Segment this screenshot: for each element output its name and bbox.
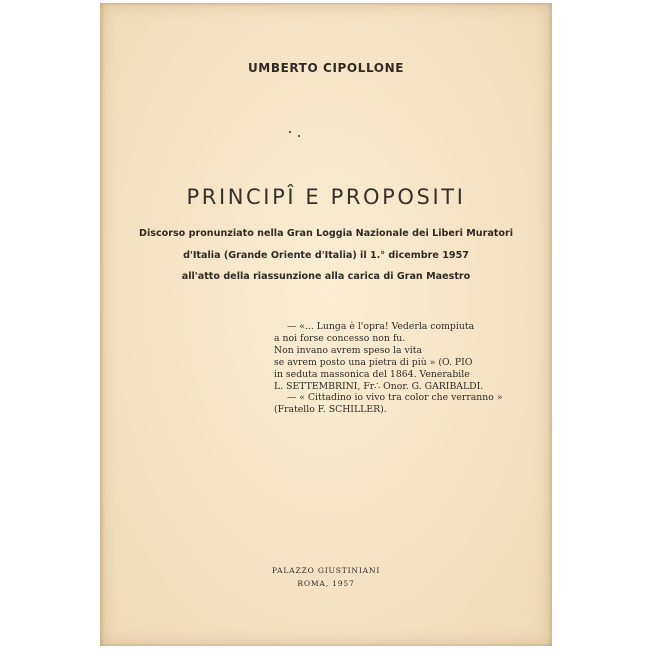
document-title: PRINCIPÎ E PROPOSITI	[186, 185, 466, 209]
epigraph-quote	[274, 321, 534, 416]
subtitle-line-3: all'atto della riassunzione alla carica di Gran Maestro	[181, 271, 471, 282]
paper-speck	[298, 135, 300, 137]
subtitle-line-1: Discorso pronunziato nella Gran Loggia Nazionale dei Liberi Muratori	[139, 228, 513, 239]
quote-line: — « Cittadino io vivo tra color che verranno »	[287, 392, 503, 404]
quote-line: (Fratello F. SCHILLER).	[274, 404, 387, 416]
quote-line: Non invano avrem speso la vita	[274, 344, 423, 356]
quote-line: in seduta massonica del 1864. Venerabile	[274, 368, 470, 380]
publication-place-date: ROMA, 1957	[297, 579, 355, 588]
document-page	[100, 3, 552, 646]
author-name: UMBERTO CIPOLLONE	[247, 61, 405, 75]
quote-line: L. SETTEMBRINI, Fr∴ Onor. G. GARIBALDI.	[274, 380, 484, 392]
paper-speck	[289, 131, 291, 133]
subtitle-line-2: d'Italia (Grande Oriente d'Italia) il 1.° dicembre 1957	[183, 250, 469, 261]
publisher-name: PALAZZO GIUSTINIANI	[271, 566, 381, 575]
quote-line: a noi forse concesso non fu.	[274, 332, 406, 344]
quote-line: — «... Lunga è l'opra! Vederla compiuta	[287, 321, 475, 332]
quote-line: se avrem posto una pietra di più » (O. PIO	[274, 356, 473, 368]
